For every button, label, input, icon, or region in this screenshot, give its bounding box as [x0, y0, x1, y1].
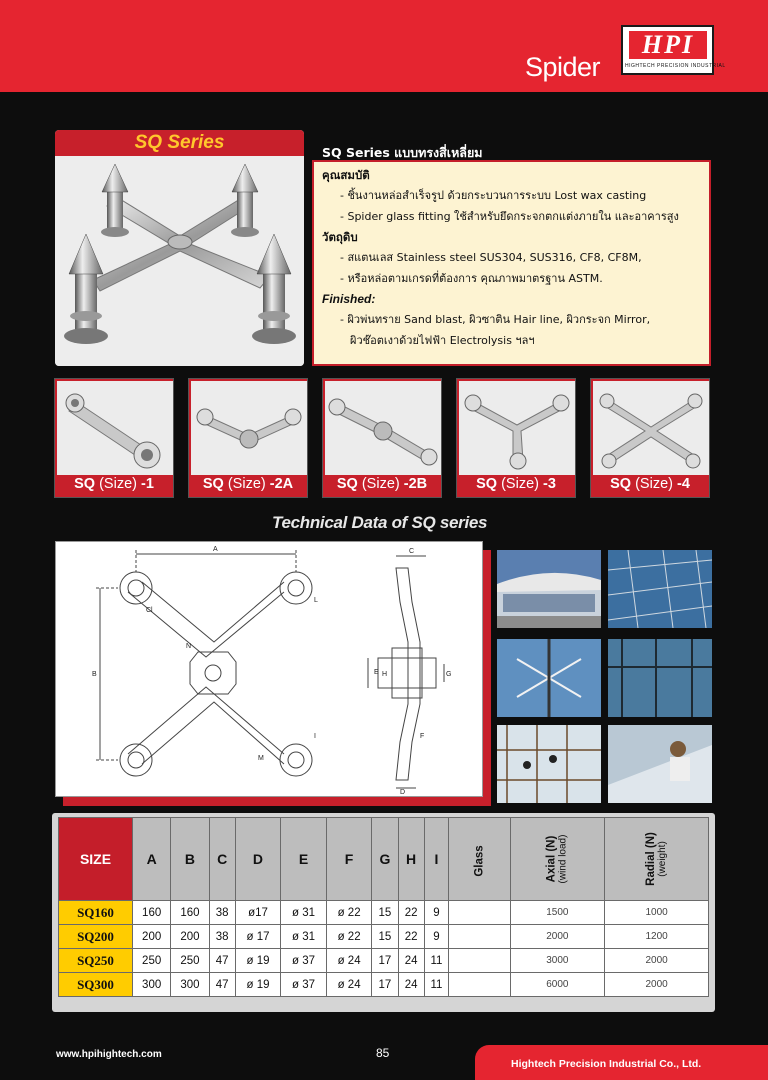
table-cell: 38 [209, 901, 235, 925]
properties-heading: คุณสมบัติ [322, 168, 370, 182]
table-cell [449, 973, 510, 997]
table-cell: 160 [171, 901, 209, 925]
size-cell: SQ300 [59, 973, 133, 997]
table-row [59, 901, 709, 925]
company-name: Hightech Precision Industrial Co., Ltd. [511, 1058, 702, 1070]
spider-2b-arm-photo [325, 381, 441, 475]
workers-scaffold-photo [497, 725, 601, 803]
table-cell: 300 [133, 973, 171, 997]
spec-heading: SQ Series แบบทรงสี่เหลี่ยม [322, 145, 483, 160]
table-cell: ø 31 [281, 925, 327, 949]
table-cell: 1000 [605, 901, 709, 925]
thumbnail-label: SQ (Size) -1 [74, 476, 154, 492]
spider-installed-photo [497, 639, 601, 717]
table-cell: ø 31 [281, 901, 327, 925]
technical-drawing [55, 541, 483, 797]
table-cell: ø 24 [326, 973, 372, 997]
page-title: Spider [524, 52, 600, 82]
table-cell: 250 [171, 949, 209, 973]
table-cell: 22 [398, 901, 424, 925]
table-cell: 38 [209, 925, 235, 949]
dim-label-m: M [258, 755, 264, 762]
table-cell: 11 [424, 973, 449, 997]
thumbnail-sq-2b [322, 378, 442, 498]
size-cell: SQ200 [59, 925, 133, 949]
table-cell: 200 [171, 925, 209, 949]
table-cell: 11 [424, 949, 449, 973]
dim-label-g: G [446, 671, 452, 678]
technical-drawing-svg [56, 542, 482, 796]
table-cell: ø 19 [235, 949, 281, 973]
table-cell: 2000 [510, 925, 605, 949]
material-heading: วัตถุดิบ [322, 230, 358, 244]
product-series-label: SQ Series [134, 132, 225, 153]
logo-mark: HPI [629, 31, 707, 59]
column-header: SIZE [59, 818, 133, 901]
dim-label-e: E [374, 669, 379, 676]
table-cell: 2000 [605, 973, 709, 997]
table-cell: 24 [398, 949, 424, 973]
column-header: I [424, 818, 449, 901]
table-cell: 3000 [510, 949, 605, 973]
table-cell: 1500 [510, 901, 605, 925]
material-line: - สแตนเลส Stainless steel SUS304, SUS316, CF8, CF8M, [340, 251, 642, 264]
table-cell: 200 [133, 925, 171, 949]
column-header: F [326, 818, 372, 901]
table-cell: 9 [424, 925, 449, 949]
worker-installing-photo [608, 725, 712, 803]
technical-data-title: Technical Data of SQ series [272, 513, 488, 532]
spider-2a-arm-photo [191, 381, 307, 475]
spider-4-arm-photo [593, 381, 709, 475]
column-header-axial: Axial (N) (wind load) [510, 818, 605, 901]
finished-line: - ผิวพ่นทราย Sand blast, ผิวซาติน Hair line, ผิวกระจก Mirror, [340, 313, 651, 326]
table-cell: 2000 [605, 949, 709, 973]
table-cell: 22 [398, 925, 424, 949]
column-header: G [372, 818, 398, 901]
table-cell: 17 [372, 973, 398, 997]
column-header: C [209, 818, 235, 901]
column-header-radial: Radial (N) (weight) [605, 818, 709, 901]
thumbnail-label: SQ (Size) -2B [336, 476, 428, 492]
table-cell: 17 [372, 949, 398, 973]
table-cell: 250 [133, 949, 171, 973]
table-cell: ø 22 [326, 925, 372, 949]
size-cell: SQ160 [59, 901, 133, 925]
thumbnail-sq-4 [590, 378, 710, 498]
building-facade-photo [497, 550, 601, 628]
table-cell: 15 [372, 925, 398, 949]
table-cell: 47 [209, 949, 235, 973]
material-line: - หรือหล่อตามเกรดที่ต้องการ คุณภาพมาตรฐาน ASTM. [340, 272, 603, 285]
table-cell: 6000 [510, 973, 605, 997]
technical-data-table-panel [52, 813, 715, 1012]
glass-wall-photo [608, 639, 712, 717]
column-header: E [281, 818, 327, 901]
table-cell: 1200 [605, 925, 709, 949]
table-row [59, 973, 709, 997]
glass-roof-photo [608, 550, 712, 628]
column-header: B [171, 818, 209, 901]
dim-label-cl: Cl [146, 607, 153, 614]
table-cell: 160 [133, 901, 171, 925]
website-url[interactable]: www.hpihightech.com [56, 1049, 162, 1060]
table-cell: ø 17 [235, 925, 281, 949]
spec-box [312, 160, 711, 366]
table-cell: ø 37 [281, 949, 327, 973]
technical-data-table [58, 817, 709, 997]
dim-label-h: H [382, 671, 388, 678]
page-number: 85 [376, 1046, 390, 1060]
table-cell: ø 37 [281, 973, 327, 997]
table-cell: 300 [171, 973, 209, 997]
table-cell: 15 [372, 901, 398, 925]
thumbnail-sq-2a [188, 378, 308, 498]
dim-label-i: I [314, 733, 316, 740]
table-cell [449, 925, 510, 949]
dim-label-b: B [92, 671, 97, 678]
product-image-panel [55, 130, 304, 366]
finished-heading: Finished: [322, 292, 376, 306]
product-tab [55, 130, 304, 156]
finished-line: ผิวช๊อตเงาด้วยไฟฟ้า Electrolysis ฯลฯ [350, 334, 535, 347]
column-header: H [398, 818, 424, 901]
dim-label-a: A [213, 546, 218, 553]
spider-1-arm-photo [57, 381, 173, 475]
dim-label-f: F [420, 733, 425, 740]
thumbnail-label: SQ (Size) -4 [610, 476, 690, 492]
table-cell: ø 24 [326, 949, 372, 973]
dim-label-c: C [409, 548, 415, 555]
table-row [59, 925, 709, 949]
table-cell [449, 901, 510, 925]
dim-label-n: N [186, 643, 192, 650]
property-line: - Spider glass fitting ใช้สำหรับยึดกระจกตกแต่งภายใน และอาคารสูง [340, 210, 679, 223]
logo-text: HIGHTECH PRECISION INDUSTRIAL [625, 63, 726, 69]
size-cell: SQ250 [59, 949, 133, 973]
dim-label-l: L [314, 597, 318, 604]
column-header: D [235, 818, 281, 901]
table-row [59, 949, 709, 973]
property-line: - ชิ้นงานหล่อสำเร็จรูป ด้วยกระบวนการระบบ Lost wax casting [340, 189, 647, 202]
column-header: A [133, 818, 171, 901]
thumbnail-label: SQ (Size) -2A [202, 476, 294, 492]
company-logo [621, 25, 726, 75]
thumbnail-sq-3 [456, 378, 576, 498]
spider-fitting-photo [55, 156, 304, 366]
table-cell: ø 22 [326, 901, 372, 925]
thumbnail-label: SQ (Size) -3 [476, 476, 556, 492]
table-cell: 9 [424, 901, 449, 925]
thumbnail-sq-1 [54, 378, 174, 498]
dim-label-d: D [400, 789, 406, 796]
table-header-row [59, 818, 709, 901]
table-cell [449, 949, 510, 973]
table-cell: 24 [398, 973, 424, 997]
table-cell: ø17 [235, 901, 281, 925]
spider-3-arm-photo [459, 381, 575, 475]
column-header-glass: Glass [449, 818, 510, 901]
table-cell: ø 19 [235, 973, 281, 997]
table-cell: 47 [209, 973, 235, 997]
